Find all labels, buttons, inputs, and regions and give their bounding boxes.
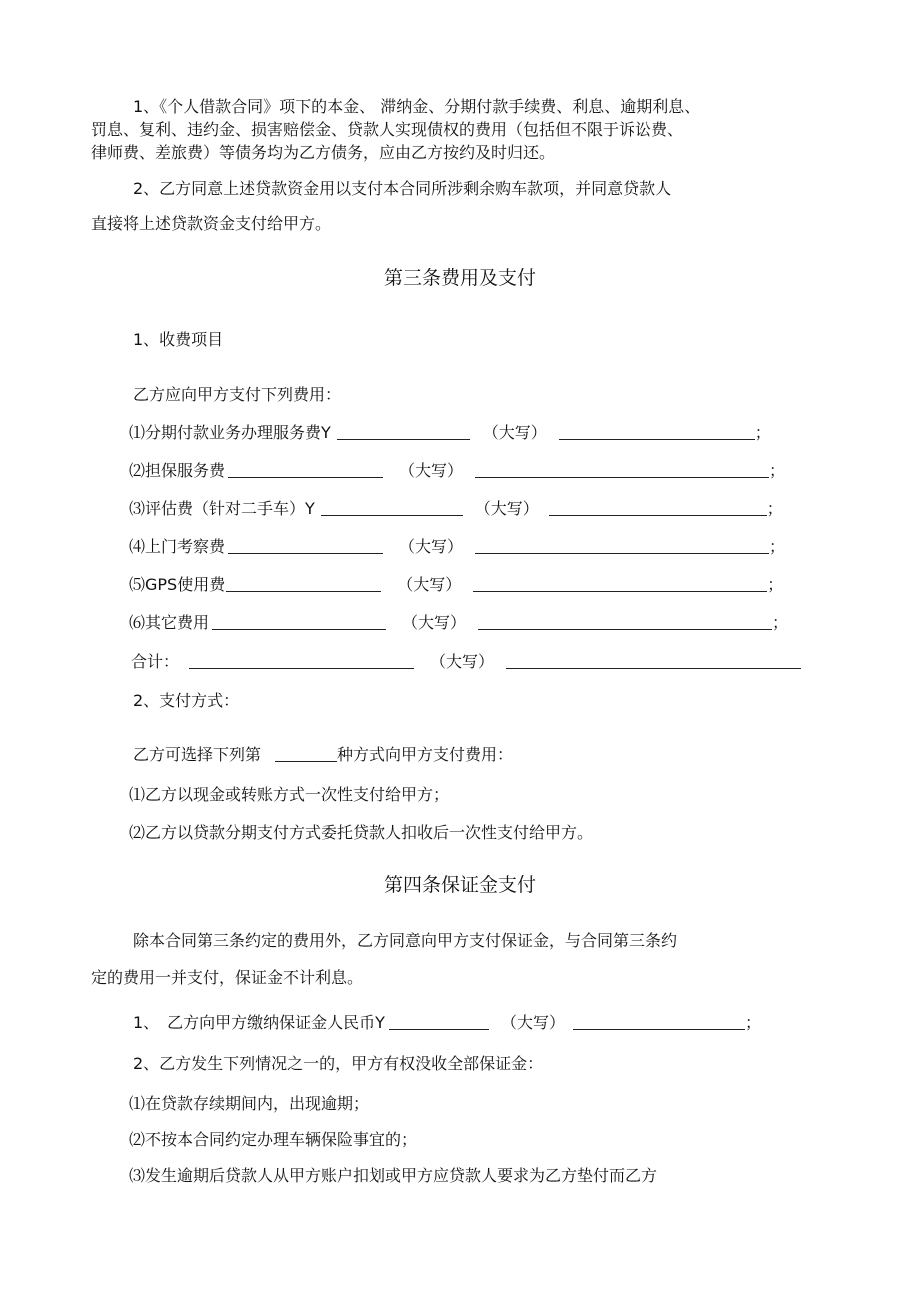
fee-row bbox=[129, 612, 788, 634]
deposit-label: 1、 乙方向甲方缴纳保证金人民币Y bbox=[133, 1013, 385, 1032]
amount-blank[interactable] bbox=[226, 575, 381, 592]
clause-1-line-3: 律师费、差旅费）等债务均为乙方债务，应由乙方按约及时归还。 bbox=[91, 143, 556, 162]
fee-label: ⑶评估费（针对二手车）Y bbox=[129, 499, 315, 518]
deposit-amount-blank[interactable] bbox=[389, 1013, 489, 1030]
fee-label: ⑴分期付款业务办理服务费Y bbox=[129, 423, 331, 442]
amount-blank[interactable] bbox=[228, 461, 383, 478]
semicolon: ； bbox=[769, 537, 786, 556]
daxie-blank[interactable] bbox=[549, 499, 767, 516]
fee-row bbox=[129, 422, 771, 444]
deposit-daxie-blank[interactable] bbox=[573, 1013, 745, 1030]
clause-1-line-2: 罚息、复利、违约金、损害赔偿金、贷款人实现债权的费用（包括但不限于诉讼费、 bbox=[91, 120, 684, 139]
forfeit-case-3: ⑶发生逾期后贷款人从甲方账户扣划或甲方应贷款人要求为乙方垫付而乙方 bbox=[129, 1166, 658, 1185]
payment-option-2: ⑵乙方以贷款分期支付方式委托贷款人扣收后一次性支付给甲方。 bbox=[129, 823, 594, 842]
article-3-title: 第三条费用及支付 bbox=[383, 267, 536, 289]
daxie-label: （大写） bbox=[397, 575, 462, 594]
daxie-blank[interactable] bbox=[559, 423, 755, 440]
amount-blank[interactable] bbox=[337, 423, 470, 440]
amount-blank[interactable] bbox=[212, 613, 386, 630]
fee-label: ⑵担保服务费 bbox=[129, 461, 226, 480]
fee-items-heading: 1、收费项目 bbox=[133, 330, 224, 349]
fee-label: ⑹其它费用 bbox=[129, 613, 210, 632]
forfeit-case-2: ⑵不按本合同约定办理车辆保险事宜的； bbox=[129, 1130, 418, 1149]
total-label: 合计： bbox=[131, 652, 180, 671]
clause-2-line-2: 直接将上述贷款资金支付给甲方。 bbox=[91, 214, 332, 233]
total-daxie-blank[interactable] bbox=[506, 652, 801, 669]
amount-blank[interactable] bbox=[321, 499, 463, 516]
deposit-intro-line-1: 除本合同第三条约定的费用外，乙方同意向甲方支付保证金，与合同第三条约 bbox=[133, 931, 678, 950]
fee-row bbox=[129, 536, 785, 558]
fee-row bbox=[129, 460, 785, 482]
daxie-blank[interactable] bbox=[478, 613, 772, 630]
fee-total-row bbox=[131, 651, 801, 673]
payment-method-heading: 2、支付方式： bbox=[133, 691, 240, 710]
daxie-blank[interactable] bbox=[475, 461, 769, 478]
daxie-label: （大写） bbox=[482, 423, 547, 442]
semicolon: ； bbox=[744, 1013, 761, 1032]
payment-choice-line bbox=[133, 744, 513, 766]
daxie-label: （大写） bbox=[399, 537, 464, 556]
daxie-label: （大写） bbox=[399, 461, 464, 480]
total-amount-blank[interactable] bbox=[189, 652, 414, 669]
daxie-label: （大写） bbox=[474, 499, 539, 518]
choice-text: 种方式向甲方支付费用： bbox=[337, 745, 514, 764]
forfeit-heading: 2、乙方发生下列情况之一的，甲方有权没收全部保证金： bbox=[133, 1054, 544, 1073]
deposit-amount-row bbox=[133, 1012, 761, 1034]
fee-label: ⑷上门考察费 bbox=[129, 537, 226, 556]
daxie-label: （大写） bbox=[500, 1013, 565, 1032]
forfeit-case-1: ⑴在贷款存续期间内，出现逾期； bbox=[129, 1094, 370, 1113]
fee-intro: 乙方应向甲方支付下列费用： bbox=[133, 385, 342, 404]
amount-blank[interactable] bbox=[228, 537, 383, 554]
article-4-title: 第四条保证金支付 bbox=[383, 874, 536, 896]
fee-row bbox=[129, 574, 783, 596]
semicolon: ； bbox=[772, 613, 789, 632]
daxie-label: （大写） bbox=[402, 613, 467, 632]
semicolon: ； bbox=[769, 461, 786, 480]
daxie-label: （大写） bbox=[430, 652, 495, 671]
deposit-intro-line-2: 定的费用一并支付，保证金不计利息。 bbox=[91, 968, 364, 987]
clause-2-line-1: 2、乙方同意上述贷款资金用以支付本合同所涉剩余购车款项，并同意贷款人 bbox=[133, 179, 672, 198]
semicolon: ； bbox=[767, 575, 784, 594]
fee-row bbox=[129, 498, 783, 520]
choice-text: 乙方可选择下列第 bbox=[133, 745, 262, 764]
payment-option-1: ⑴乙方以现金或转账方式一次性支付给甲方； bbox=[129, 785, 450, 804]
fee-label: ⑸GPS使用费 bbox=[129, 575, 226, 594]
daxie-blank[interactable] bbox=[473, 575, 767, 592]
semicolon: ； bbox=[766, 499, 783, 518]
clause-1-line-1: 1、《个人借款合同》项下的本金、 滞纳金、分期付款手续费、利息、逾期利息、 bbox=[133, 97, 701, 116]
method-number-blank[interactable] bbox=[275, 745, 337, 762]
semicolon: ； bbox=[754, 423, 771, 442]
daxie-blank[interactable] bbox=[475, 537, 769, 554]
